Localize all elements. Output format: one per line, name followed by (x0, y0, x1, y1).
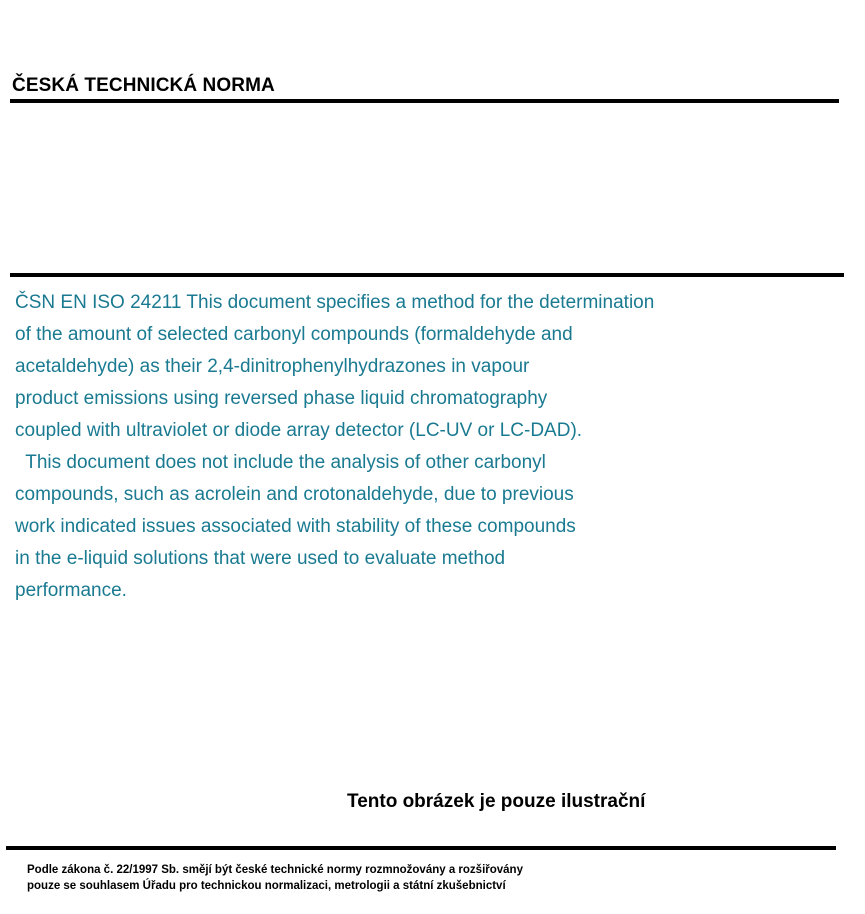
abstract-line: work indicated issues associated with stability of these compounds (15, 516, 576, 537)
legal-notice (27, 862, 523, 894)
abstract-line: ČSN EN ISO 24211 This document specifies a method for the determination (15, 292, 655, 313)
abstract-line: This document does not include the analysis of other carbonyl (15, 452, 546, 473)
abstract-line: of the amount of selected carbonyl compounds (formaldehyde and (15, 324, 573, 345)
abstract-line: in the e-liquid solutions that were used to evaluate method (15, 548, 506, 569)
abstract-line: performance. (15, 580, 127, 601)
abstract-line: compounds, such as acrolein and crotonaldehyde, due to previous (15, 484, 574, 505)
legal-line: Podle zákona č. 22/1997 Sb. smějí být české technické normy rozmnožovány a rozšiřovány (27, 864, 523, 876)
top-divider (10, 99, 839, 103)
abstract-line: product emissions using reversed phase liquid chromatography (15, 388, 548, 409)
abstract-line: coupled with ultraviolet or diode array detector (LC-UV or LC-DAD). (15, 420, 583, 441)
illustration-note: Tento obrázek je pouze ilustrační (347, 791, 646, 812)
page-title: ČESKÁ TECHNICKÁ NORMA (12, 75, 275, 96)
middle-divider (10, 273, 844, 277)
abstract-text (15, 287, 775, 607)
legal-line: pouze se souhlasem Úřadu pro technickou normalizaci, metrologii a státní zkušebnictví (27, 880, 506, 892)
abstract-line: acetaldehyde) as their 2,4-dinitrophenylhydrazones in vapour (15, 356, 530, 377)
bottom-divider (6, 846, 836, 850)
